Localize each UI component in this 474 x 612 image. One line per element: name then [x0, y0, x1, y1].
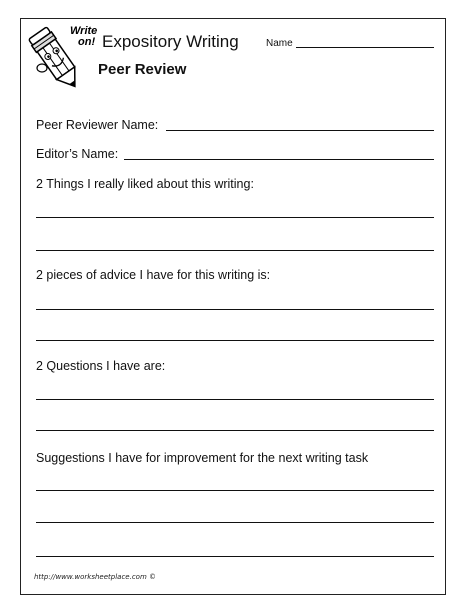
answer-line[interactable]	[36, 399, 434, 400]
answer-line[interactable]	[36, 309, 434, 310]
prompt-advice: 2 pieces of advice I have for this writing is:	[36, 268, 271, 282]
answer-line[interactable]	[36, 522, 434, 523]
editor-name-line[interactable]	[124, 159, 434, 160]
answer-line[interactable]	[36, 340, 434, 341]
prompt-questions: 2 Questions I have are:	[36, 359, 166, 373]
name-input-line[interactable]	[296, 47, 434, 48]
worksheet-border	[20, 18, 446, 595]
answer-line[interactable]	[36, 490, 434, 491]
prompt-suggestions: Suggestions I have for improvement for the next writing task	[36, 451, 369, 465]
footer-url: http://www.worksheetplace.com ©	[34, 573, 157, 581]
answer-line[interactable]	[36, 430, 434, 431]
page-subtitle: Peer Review	[98, 61, 187, 78]
reviewer-name-line[interactable]	[166, 130, 434, 131]
answer-line[interactable]	[36, 250, 434, 251]
reviewer-name-label: Peer Reviewer Name:	[36, 118, 159, 132]
logo-text-line2: on!	[78, 36, 96, 48]
answer-line[interactable]	[36, 217, 434, 218]
prompt-liked: 2 Things I really liked about this writing:	[36, 177, 254, 191]
logo-text-line1: Write	[70, 25, 98, 37]
page-title: Expository Writing	[102, 32, 239, 51]
answer-line[interactable]	[36, 556, 434, 557]
editor-name-label: Editor’s Name:	[36, 147, 119, 161]
name-label: Name	[266, 38, 293, 49]
write-on-pencil-logo	[28, 24, 102, 96]
